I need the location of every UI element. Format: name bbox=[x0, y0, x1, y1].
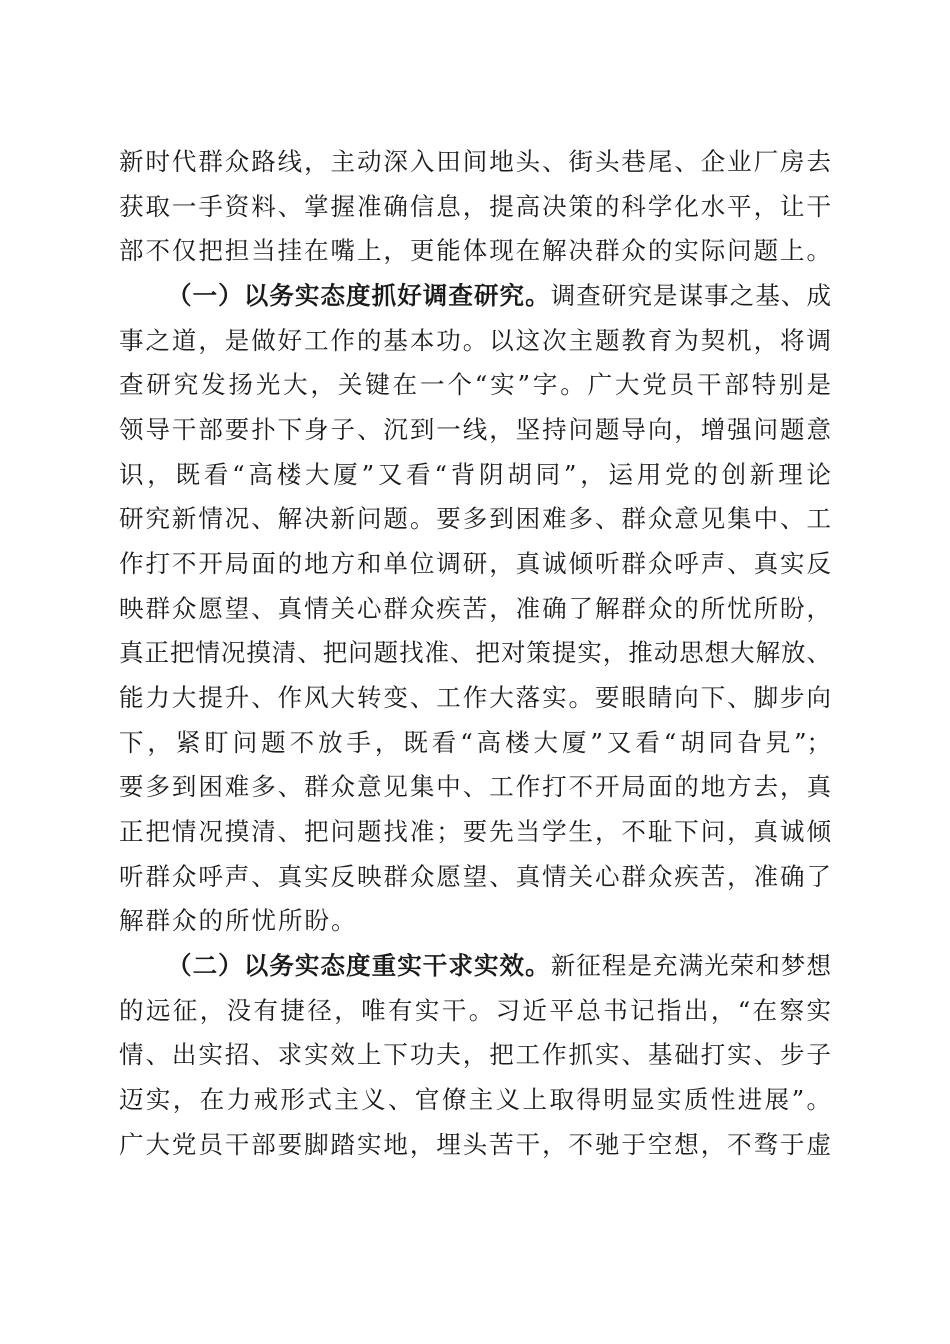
paragraph-line: 查研究发扬光大，关键在一个“实”字。广大党员干部特别是 bbox=[119, 370, 831, 399]
section-2-first-line bbox=[167, 946, 831, 986]
paragraph-line: 广大党员干部要脚踏实地，埋头苦干，不驰于空想，不骛于虚 bbox=[119, 1130, 831, 1159]
paragraph-line: 能力大提升、作风大转变、工作大落实。要眼睛向下、脚步向 bbox=[119, 683, 831, 712]
section-2-heading: （二）以务实态度重实干求实效。 bbox=[167, 951, 551, 980]
paragraph-line: 获取一手资料、掌握准确信息，提高决策的科学化水平，让干 bbox=[119, 192, 831, 221]
section-1-heading: （一）以务实态度抓好调查研究。 bbox=[167, 281, 551, 310]
paragraph-line: 听群众呼声、真实反映群众愿望、真情关心群众疾苦，准确了 bbox=[119, 862, 831, 891]
paragraph-line: 识，既看“高楼大厦”又看“背阴胡同”，运用党的创新理论 bbox=[119, 460, 831, 489]
paragraph-line: 情、出实招、求实效上下功夫，把工作抓实、基础打实、步子 bbox=[119, 1040, 831, 1069]
section-2-first-line-text: 新征程是充满光荣和梦想 bbox=[550, 951, 832, 980]
paragraph-line: 新时代群众路线，主动深入田间地头、街头巷尾、企业厂房去 bbox=[119, 147, 831, 176]
paragraph-line: 迈实，在力戒形式主义、官僚主义上取得明显实质性进展”。 bbox=[119, 1085, 831, 1114]
section-1-first-line-text: 调查研究是谋事之基、成 bbox=[550, 281, 832, 310]
paragraph-line: 研究新情况、解决新问题。要多到困难多、群众意见集中、工 bbox=[119, 504, 831, 533]
paragraph-line: 领导干部要扑下身子、沉到一线，坚持问题导向，增强问题意 bbox=[119, 415, 831, 444]
paragraph-line: 映群众愿望、真情关心群众疾苦，准确了解群众的所忧所盼， bbox=[119, 594, 831, 623]
paragraph-line: 部不仅把担当挂在嘴上，更能体现在解决群众的实际问题上。 bbox=[119, 236, 831, 265]
section-1-first-line bbox=[167, 276, 831, 316]
paragraph-line: 解群众的所忧所盼。 bbox=[119, 906, 358, 935]
paragraph-line: 要多到困难多、群众意见集中、工作打不开局面的地方去，真 bbox=[119, 772, 831, 801]
paragraph-line: 下，紧盯问题不放手，既看“高楼大厦”又看“胡同旮旯”； bbox=[119, 728, 831, 757]
paragraph-line: 的远征，没有捷径，唯有实干。习近平总书记指出，“在察实 bbox=[119, 996, 831, 1025]
paragraph-line: 作打不开局面的地方和单位调研，真诚倾听群众呼声、真实反 bbox=[119, 549, 831, 578]
paragraph-line: 正把情况摸清、把问题找准；要先当学生，不耻下问，真诚倾 bbox=[119, 817, 831, 846]
paragraph-line: 事之道，是做好工作的基本功。以这次主题教育为契机，将调 bbox=[119, 326, 831, 355]
paragraph-line: 真正把情况摸清、把问题找准、把对策提实，推动思想大解放、 bbox=[119, 638, 831, 667]
